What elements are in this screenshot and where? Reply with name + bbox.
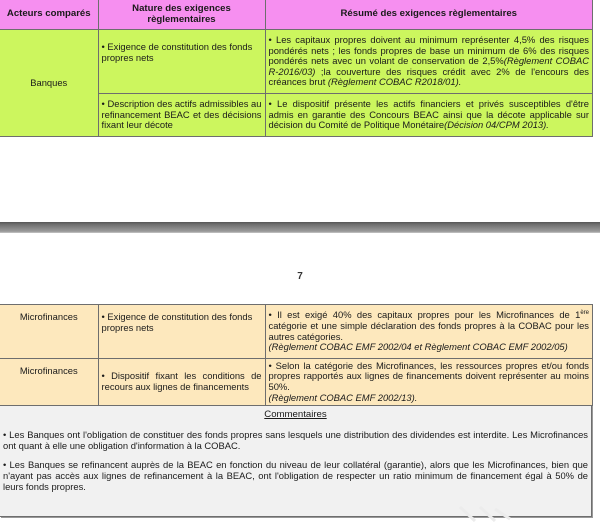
actor-cell [0, 359, 98, 406]
table-row [0, 30, 593, 94]
page-break-divider [0, 222, 600, 233]
comments-title: Commentaires [264, 409, 327, 420]
banks-requirements-table [0, 0, 593, 137]
regulation-reference: (Règlement COBAC EMF 2002/13). [268, 391, 418, 403]
regulation-reference: (Règlement COBAC EMF 2002/04 et Règlement COBAC EMF 2002/05) [268, 341, 568, 353]
summary-cell [265, 305, 593, 359]
summary-text: • Il est exigé 40% des capitaux propres pour les Microfinances de 1 [268, 309, 581, 321]
nature-cell [98, 305, 265, 359]
page-number: 7 [297, 271, 303, 282]
summary-cell [265, 30, 593, 94]
actor-cell [0, 305, 98, 359]
header-actors: Acteurs comparés [0, 0, 98, 30]
superscript: ère [580, 310, 589, 317]
summary-text: • Selon la catégorie des Microfinances, les ressources propres et/ou fonds propres rapportés aux lignes de financements doivent représenter au moins 50%. [268, 359, 589, 392]
nature-cell: • Dispositif fixant les conditions de recours aux lignes de financements [98, 359, 265, 406]
table-header-row [0, 0, 593, 30]
summary-text: ;la couverture des risques crédit avec 2% de l'encours des créances brut [268, 65, 589, 88]
summary-end: . [458, 76, 462, 88]
summary-text: catégorie et une simple déclaration des fonds propres à la COBAC pour les autres catégories. [268, 319, 589, 342]
comments-box [0, 405, 592, 517]
summary-end: . [546, 119, 549, 131]
actor-text: Microfinances [19, 365, 78, 376]
nature-text: • Exigence de constitution des fonds propres nets [101, 41, 253, 63]
header-nature: Nature des exigences règlementaires [98, 0, 265, 30]
summary-text: • Les capitaux propres doivent au minimum représenter 4,5% des risques pondérés nets ; les fonds propres de base un minimum de 6% des risques pondérés nets avec un volant de conservation de 2,5% [268, 34, 589, 67]
watermark-icon [455, 505, 515, 523]
actor-text: Microfinances [19, 311, 78, 322]
summary-cell [265, 94, 593, 137]
nature-text: • Exigence de constitution des fonds propres nets [101, 311, 253, 333]
summary-cell [265, 359, 593, 406]
regulation-reference: (Règlement COBAC R-2016/03) [268, 55, 590, 77]
comment-paragraph: • Les Banques se refinancent auprès de la BEAC en fonction du niveau de leur collatéral (garantie), alors que les Microfinances, bien que n'ayant pas accès aux lignes de refinancement à la BEAC, ont l'obligation de respecter un ratio minimum de financement égal à 50% de leurs fonds propres. [3, 458, 588, 493]
summary-text: • Le dispositif présente les actifs financiers et privés susceptibles d'être admis en garantie des Concours BEAC ainsi que la décote applicable sur décision du Comité de Politique Monétaire [268, 98, 589, 131]
nature-cell: • Description des actifs admissibles au refinancement BEAC et des décisions fixant leur décote [98, 94, 265, 137]
microfinance-requirements-table [0, 304, 593, 406]
table-row [0, 359, 593, 406]
table-row [0, 305, 593, 359]
header-summary: Résumé des exigences règlementaires [265, 0, 593, 30]
regulation-reference: (Règlement COBAC R2018/01) [327, 76, 459, 88]
nature-cell [98, 30, 265, 94]
actor-cell: Banques [0, 30, 98, 137]
regulation-reference: (Décision 04/CPM 2013) [444, 119, 547, 131]
comment-paragraph: • Les Banques ont l'obligation de constituer des fonds propres sans lesquels une distribution des dividendes est interdite. Les Microfinances ont quant à elle une obligation d'information à la COBAC. [3, 429, 588, 452]
